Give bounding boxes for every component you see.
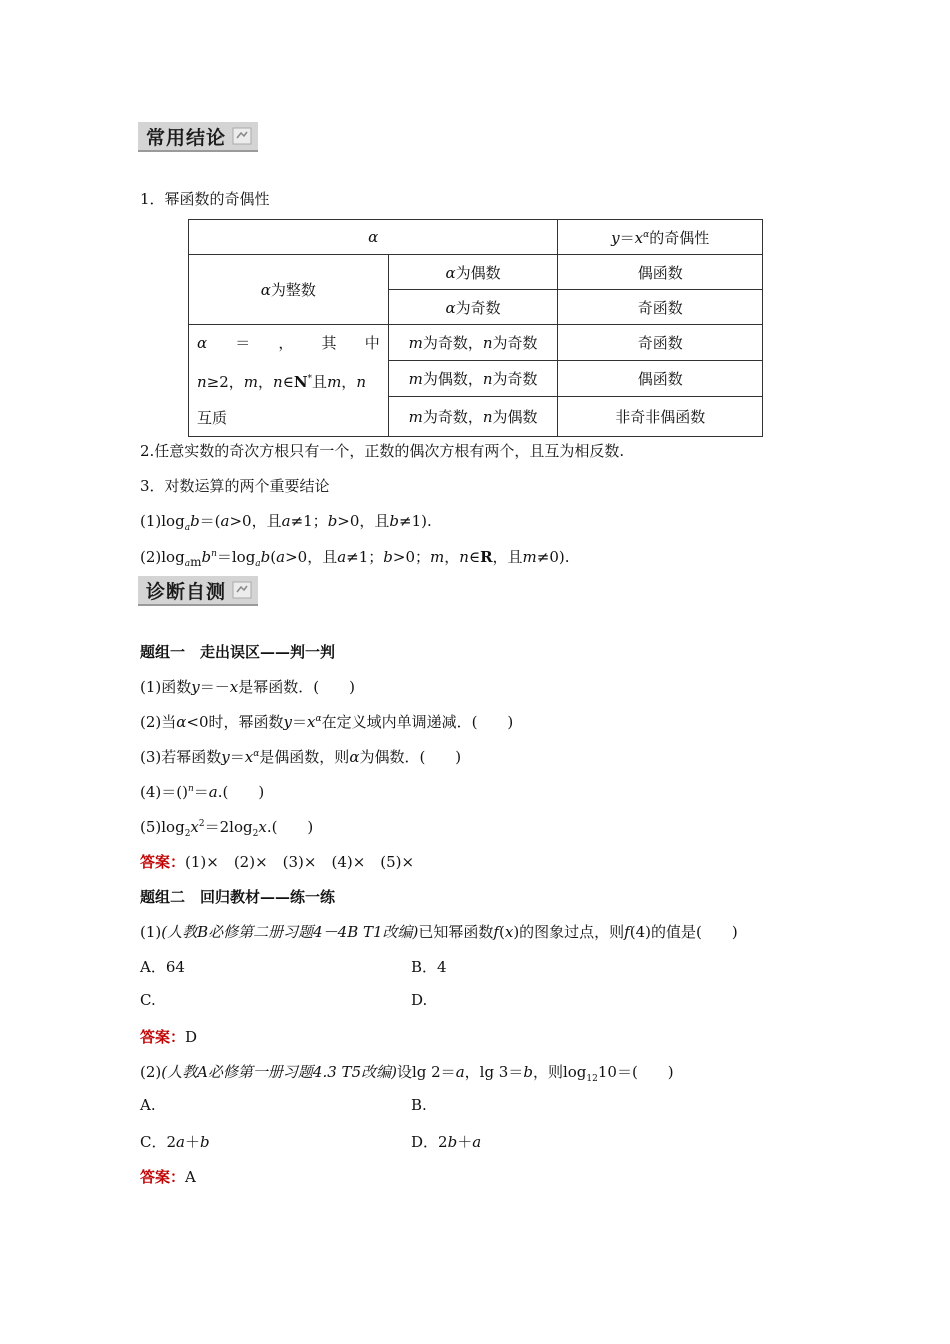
answer-label: 答案： (140, 1168, 186, 1186)
answer-text: (1)× (2)× (3)× (4)× (5)× (185, 853, 415, 871)
group-1-answer (140, 851, 414, 872)
cell-r2-cond: m为偶数，n为奇数 (388, 360, 558, 396)
group-2-q1: (1)(人教B必修第二册习题4－4B T1改编)已知幂函数f(x)的图象过点，则f(4)的值是( ) (140, 923, 738, 941)
item-3-title: 3．对数运算的两个重要结论 (140, 477, 330, 495)
q1-option-c: C. (140, 991, 156, 1009)
cell-even-val: 偶函数 (558, 255, 763, 290)
parity-table (188, 219, 763, 437)
item-1-title: 1．幂函数的奇偶性 (140, 190, 270, 208)
cell-r1-cond: m为奇数，n为奇数 (388, 325, 558, 361)
group-1-q2: (2)当α<0时，幂函数$y=x^\alpha$在定义域内单调递减．( ) (140, 713, 514, 731)
section-title: 诊断自测 (146, 580, 227, 603)
group-1-title: 题组一 走出误区——判一判 (140, 643, 336, 661)
group-2-title: 题组二 回归教材——练一练 (140, 888, 336, 906)
section-banner-self-test (138, 576, 258, 606)
cell-r1-val: 奇函数 (558, 325, 763, 361)
q2-answer (140, 1166, 196, 1187)
q1-option-d: D. (411, 991, 428, 1009)
group-1-q4: (4)＝()$^n$＝a.( ) (140, 783, 265, 801)
q2-option-c: C．2a＋b (140, 1133, 210, 1151)
q1-answer (140, 1026, 197, 1047)
q1-option-a: A．64 (140, 958, 185, 976)
cell-odd-val: 奇函数 (558, 290, 763, 325)
answer-text: D (185, 1028, 198, 1046)
cell-r2-val: 偶函数 (558, 360, 763, 396)
refresh-icon (232, 127, 252, 145)
q2-option-b: B. (411, 1096, 427, 1114)
item-2-text: 2.任意实数的奇次方根只有一个，正数的偶次方根有两个，且互为相反数. (140, 442, 625, 460)
cell-integer: α为整数 (189, 255, 389, 325)
answer-label: 答案： (140, 853, 186, 871)
cell-odd-cond: α为奇数 (388, 290, 558, 325)
cell-even-cond: α为偶数 (388, 255, 558, 290)
refresh-icon (232, 581, 252, 599)
cell-r3-cond: m为奇数，n为偶数 (388, 396, 558, 436)
q2-option-a: A. (140, 1096, 156, 1114)
group-2-q2: (2)(人教A必修第一册习题4.3 T5改编)设lg 2＝a，lg 3＝b，则$\log_{12}10=$( ) (140, 1063, 674, 1084)
answer-text: A (185, 1168, 196, 1186)
conclusion-1: $(1)\log_ab=(a>0$，且a≠1；b>0，且b≠1). (140, 512, 432, 533)
section-title: 常用结论 (146, 126, 227, 149)
cell-r3-val: 非奇非偶函数 (558, 396, 763, 436)
section-banner-conclusions (138, 122, 258, 152)
cell-fraction: α ＝ ， 其 中 n≥2，m，n∈N*且m，n 互质 (189, 325, 389, 437)
group-1-q1: (1)函数y＝－x是幂函数．( ) (140, 678, 355, 696)
conclusion-2: $(2)\log_{am}b^n=\log_ab(a>0$，且a≠1；b>0；m，n∈R，且m≠0). (140, 548, 570, 569)
group-1-q5: $(5)\log_2x^2=2\log_2x$.( ) (140, 818, 314, 839)
answer-label: 答案： (140, 1028, 186, 1046)
header-parity: $y=x^\alpha$的奇偶性 (558, 220, 763, 255)
header-alpha: α (189, 220, 558, 255)
group-1-q3: (3)若幂函数$y=x^\alpha$是偶函数，则α为偶数．( ) (140, 748, 462, 766)
q1-option-b: B．4 (411, 958, 447, 976)
q2-option-d: D．2b＋a (411, 1133, 482, 1151)
